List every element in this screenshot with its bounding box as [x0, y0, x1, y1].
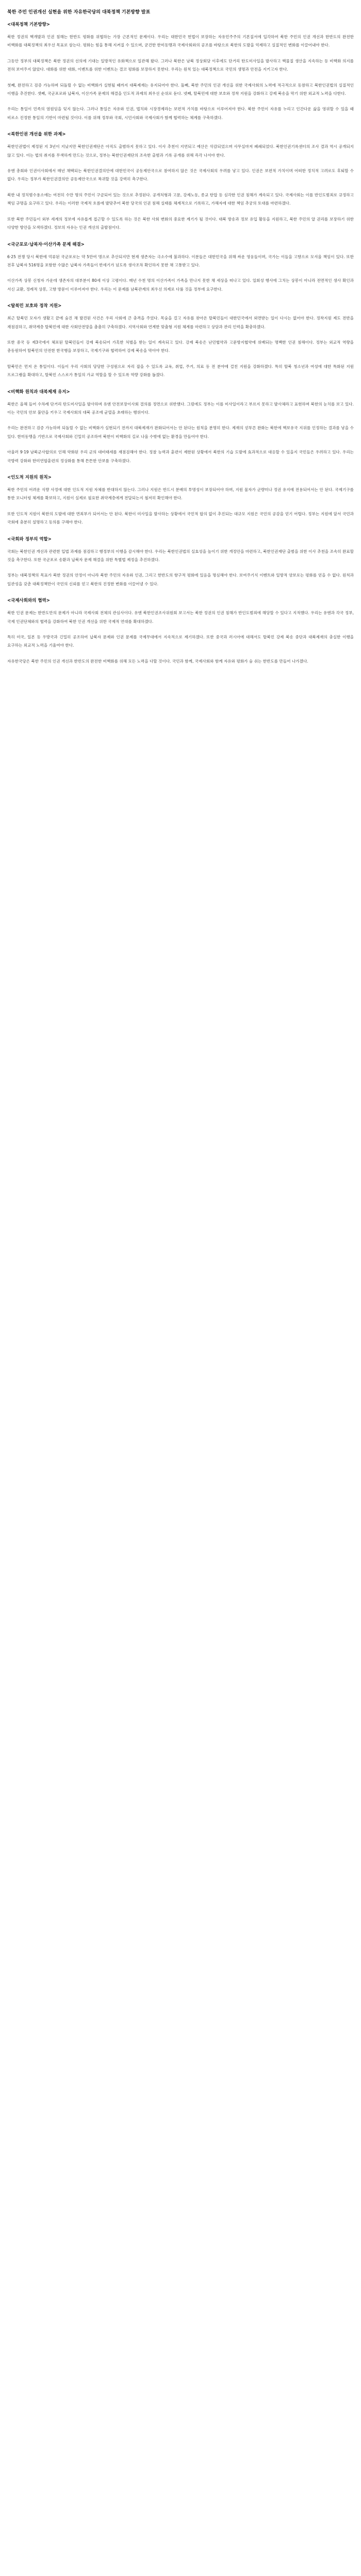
- paragraph: 아울러 9·19 남북군사합의로 인해 약화된 우리 군의 대비태세를 재점검해야 한다. 정찰 능력과 훈련이 제한된 상황에서 북한의 기습 도발에 효과적으로 대응할 수 있을지 국민들은 우려하고 있다. 우리는 국방력 강화와 한미연합훈련의 정상화를 통해 튼튼한 안보를 구축하겠다.: [7, 450, 354, 463]
- section-heading: <국군포로·납북자·이산가족 문제 해결>: [7, 242, 85, 247]
- section-defectors: [7, 303, 354, 379]
- paragraph: 북한인권법이 제정된 지 3년이 지났지만 북한인권재단은 아직도 출범하지 못하고 있다. 이사 추천이 지연되고 예산은 삭감되었으며 사무실마저 폐쇄되었다. 북한인권기록센터의 조사 결과 역시 공개되지 않고 있다. 이는 법의 취지를 무색하게 만드는 것으로, 정부는 북한인권재단의 조속한 출범과 기록 공개를 위해 즉각 나서야 한다.: [7, 144, 354, 158]
- paragraph: 국회는 북한인권 개선과 관련한 입법 과제를 점검하고 행정부의 이행을 감시해야 한다. 우리는 북한인권법의 실효성을 높이기 위한 개정안을 마련하고, 북한인권재단 출범을 위한 이사 추천을 조속히 완료할 것을 촉구한다. 또한 국군포로 송환과 납북자 문제 해결을 위한 특별법 제정을 추진하겠다.: [7, 549, 354, 563]
- paragraph: 특히 미국, 일본 등 우방국과 긴밀히 공조하여 납북자 문제와 인권 문제를 국제무대에서 지속적으로 제기하겠다. 또한 중국과 러시아에 대해서도 탈북민 강제 북송 중단과 대북제재의 충실한 이행을 요구하는 외교적 노력을 기울여야 한다.: [7, 635, 354, 648]
- section-policy-direction: [7, 22, 354, 122]
- section-heading: <대북정책 기본방향>: [7, 22, 50, 27]
- section-international-cooperation: [7, 598, 354, 666]
- section-heading: <인도적 지원의 원칙>: [7, 475, 52, 480]
- section-heading: <탈북민 보호와 정착 지원>: [7, 303, 62, 309]
- section-denuclearization: [7, 389, 354, 465]
- paragraph: 북한 주민의 어려운 식량 사정에 대한 인도적 지원 자체를 반대하지 않는다. 그러나 지원은 반드시 분배의 투명성이 보장되어야 하며, 지원 물자가 군량미나 정권 유지에 전용되어서는 안 된다. 국제기구를 통한 모니터링 체계를 확보하고, 지원이 실제로 필요한 취약계층에게 전달되는지 철저히 확인해야 한다.: [7, 487, 354, 501]
- paragraph: 정부는 대북정책의 목표가 북한 정권의 안정이 아니라 북한 주민의 자유와 인권, 그리고 한반도의 항구적 평화에 있음을 명심해야 한다. 보여주기식 이벤트와 일방적 양보로는 평화를 얻을 수 없다. 원칙과 일관성을 갖춘 대북정책만이 국민의 신뢰를 얻고 북한의 진정한 변화를 이끌어낼 수 있다.: [7, 573, 354, 586]
- paragraph: 또한 북한 주민들이 외부 세계의 정보에 자유롭게 접근할 수 있도록 하는 것은 북한 사회 변화의 중요한 계기가 될 것이다. 대북 방송과 정보 유입 활동을 지원하고, 북한 주민의 알 권리를 보장하기 위한 다양한 방안을 모색하겠다. 정보의 자유는 인권 개선의 출발점이다.: [7, 216, 354, 230]
- section-heading: <국제사회와의 협력>: [7, 598, 50, 604]
- section-heading: <국회와 정부의 역할>: [7, 536, 52, 542]
- document-title: 북한 주민 인권개선 실현을 위한 자유한국당의 대북정책 기본방향 발표: [7, 10, 151, 15]
- paragraph: 유엔 총회와 인권이사회에서 매년 채택되는 북한인권결의안에 대한민국이 공동제안국으로 참여하지 않은 것은 국제사회의 우려를 낳고 있다. 인권은 보편적 가치이며 어떠한 정치적 고려로도 후퇴할 수 없다. 우리는 정부가 북한인권결의안 공동제안국으로 복귀할 것을 강력히 촉구한다.: [7, 168, 354, 182]
- paragraph: 6·25 전쟁 당시 북한에 억류된 국군포로는 약 5만여 명으로 추산되지만 현재 생존자는 극소수에 불과하다. 이분들은 대한민국을 위해 싸운 영웅들이며, 국가는 이들을 고향으로 모셔올 책임이 있다. 또한 전후 납북자 516명을 포함한 수많은 납북자 가족들이 반세기가 넘도록 생사조차 확인하지 못한 채 고통받고 있다.: [7, 254, 354, 267]
- section-assembly-government: [7, 536, 354, 589]
- paragraph: 북한 내 정치범수용소에는 여전히 수만 명의 주민이 구금되어 있는 것으로 추정된다. 공개처형과 고문, 강제노동, 종교 탄압 등 심각한 인권 침해가 계속되고 있다. 국제사회는 이를 반인도범죄로 규정하고 책임 규명을 요구하고 있다. 우리는 이러한 국제적 흐름에 발맞추어 북한 당국의 인권 침해 실태를 체계적으로 기록하고, 가해자에 대한 책임 추궁의 토대를 마련하겠다.: [7, 192, 354, 206]
- paragraph: 우리는 완전하고 검증 가능하며 되돌릴 수 없는 비핵화가 실현되기 전까지 대북제재가 완화되어서는 안 된다는 원칙을 분명히 한다. 제재의 섣부른 완화는 북한에 핵보유국 지위를 인정하는 결과를 낳을 수 있다. 한미동맹을 기반으로 국제사회와 긴밀히 공조하여 북한이 비핵화의 길로 나올 수밖에 없는 환경을 만들어야 한다.: [7, 426, 354, 439]
- paragraph: 북한은 올해 들어 수차례 단거리 탄도미사일을 발사하며 유엔 안전보장이사회 결의를 정면으로 위반했다. 그럼에도 정부는 이를 미사일이라고 부르지 못하고 발사체라고 표현하며 북한의 눈치를 보고 있다. 이는 국민의 안보 불안을 키우고 국제사회의 대북 공조에 균열을 초래하는 행위이다.: [7, 401, 354, 415]
- paragraph: 자유한국당은 북한 주민의 인권 개선과 한반도의 완전한 비핵화를 위해 모든 노력을 다할 것이다. 국민과 함께, 국제사회와 함께 자유와 평화가 숨 쉬는 한반도를 만들어 나가겠다.: [7, 658, 308, 664]
- section-pow-abductees: [7, 242, 354, 294]
- section-human-rights: [7, 131, 354, 232]
- paragraph: 우리는 통일이 민족의 염원임을 잊지 않는다. 그러나 통일은 자유와 인권, 법치와 시장경제라는 보편적 가치를 바탕으로 이루어져야 한다. 북한 주민이 자유를 누리고 인간다운 삶을 영위할 수 있을 때 비로소 진정한 통일의 기반이 마련될 것이다. 이를 위해 정부와 국회, 시민사회와 국제사회가 함께 협력하는 체계를 구축하겠다.: [7, 107, 354, 120]
- paragraph: 탈북민은 먼저 온 통일이다. 이들이 우리 사회의 당당한 구성원으로 자리 잡을 수 있도록 교육, 취업, 주거, 의료 등 전 분야에 걸친 지원을 강화하겠다. 특히 탈북 청소년과 여성에 대한 특화된 지원 프로그램을 확대하고, 탈북민 스스로가 통일의 가교 역할을 할 수 있도록 역량 강화를 돕겠다.: [7, 364, 354, 378]
- paragraph: 최근 탈북민 모자가 생활고 끝에 숨진 채 발견된 사건은 우리 사회에 큰 충격을 주었다. 목숨을 걸고 자유를 찾아온 탈북민들이 대한민국에서 외면받는 일이 다시는 없어야 한다. 정착지원 제도 전반을 재점검하고, 취약계층 탈북민에 대한 사회안전망을 촘촘히 구축하겠다. 지역사회와 연계한 맞춤형 지원 체계를 마련하고 상담과 관리 인력을 확충하겠다.: [7, 316, 354, 329]
- paragraph: 이산가족 상봉 신청자 가운데 생존자의 대부분이 80세 이상 고령이다. 매년 수천 명의 이산가족이 가족을 만나지 못한 채 세상을 떠나고 있다. 일회성 행사에 그치는 상봉이 아니라 전면적인 생사 확인과 서신 교환, 정례적 상봉, 고향 방문이 이루어져야 한다. 우리는 이 문제를 남북관계의 최우선 의제로 다룰 것을 정부에 요구한다.: [7, 278, 354, 292]
- section-heading: <북한인권 개선을 위한 과제>: [7, 132, 66, 138]
- paragraph: 북한 인권 문제는 한반도만의 문제가 아니라 국제사회 전체의 관심사이다. 유엔 북한인권조사위원회 보고서는 북한 정권의 인권 침해가 반인도범죄에 해당할 수 있다고 지적했다. 우리는 유엔과 각국 정부, 국제 인권단체와의 협력을 강화하여 북한 인권 개선을 위한 국제적 연대를 확대하겠다.: [7, 611, 354, 624]
- section-humanitarian-aid: [7, 474, 354, 527]
- section-heading: <비핵화 원칙과 대북제재 유지>: [7, 389, 70, 395]
- paragraph: 첫째, 완전하고 검증 가능하며 되돌릴 수 없는 비핵화가 실현될 때까지 대북제재는 유지되어야 한다. 둘째, 북한 주민의 인권 개선을 위한 국제사회의 노력에 적극적으로 동참하고 북한인권법의 실질적인 이행을 추진한다. 셋째, 국군포로와 납북자, 이산가족 문제의 해결을 인도적 과제의 최우선 순위로 둔다. 넷째, 탈북민에 대한 보호와 정착 지원을 강화하고 강제 북송을 막기 위한 외교적 노력을 다한다.: [7, 82, 354, 96]
- paragraph: 또한 중국 등 제3국에서 체포된 탈북민들이 강제 북송되어 가혹한 처벌을 받는 일이 계속되고 있다. 강제 북송은 난민협약과 고문방지협약에 위배되는 명백한 인권 침해이다. 정부는 외교적 역량을 총동원하여 탈북민의 안전한 한국행을 보장하고, 국제기구와 협력하여 강제 북송을 막아야 한다.: [7, 340, 354, 353]
- paragraph: 북한 정권의 핵개발과 인권 침해는 한반도 평화를 위협하는 가장 근본적인 문제이다. 우리는 대한민국 헌법이 보장하는 자유민주주의 기본질서에 입각하여 북한 주민의 인권 개선과 한반도의 완전한 비핵화를 대북정책의 최우선 목표로 삼는다. 평화는 힘을 통해 지켜질 수 있으며, 굳건한 한미동맹과 국제사회와의 공조를 바탕으로 북한의 도발을 억제하고 실질적인 변화를 이끌어내야 한다.: [7, 35, 354, 48]
- paragraph: 그동안 정부의 대북정책은 북한 정권의 선의에 기대는 일방적인 유화책으로 일관해 왔다. 그러나 북한은 남북 정상회담 이후에도 단거리 탄도미사일을 발사하고 핵물질 생산을 지속하는 등 비핵화 의지를 전혀 보여주지 않았다. 대화를 위한 대화, 이벤트를 위한 이벤트는 결코 평화를 보장하지 못한다. 우리는 원칙 있는 대북정책으로 국민의 생명과 안전을 지키고자 한다.: [7, 58, 354, 72]
- paragraph: 또한 인도적 지원이 북한의 도발에 대한 면죄부가 되어서는 안 된다. 북한이 미사일을 발사하는 상황에서 국민적 합의 없이 추진되는 대규모 지원은 국민의 공감을 얻기 어렵다. 정부는 지원에 앞서 국민과 국회에 충분히 설명하고 동의를 구해야 한다.: [7, 511, 354, 525]
